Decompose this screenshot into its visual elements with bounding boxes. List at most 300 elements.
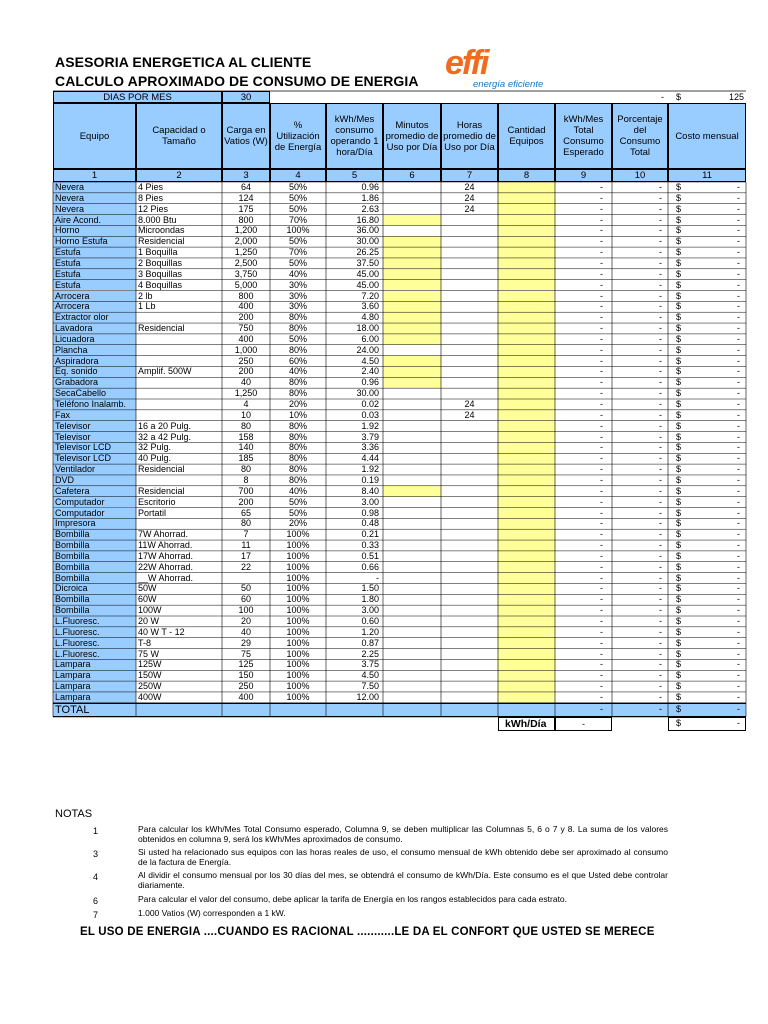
col-number-4: 4	[270, 169, 326, 182]
quantity-input[interactable]	[498, 573, 555, 584]
cell-2: 2 Boquillas	[138, 257, 183, 268]
cell-6[interactable]	[383, 247, 441, 258]
quantity-input[interactable]	[498, 486, 555, 497]
quantity-input[interactable]	[498, 399, 555, 410]
percent-cell: -	[659, 670, 662, 681]
quantity-input[interactable]	[498, 605, 555, 616]
cell-7[interactable]	[441, 323, 498, 334]
currency-symbol: $	[676, 507, 682, 518]
cell-2: 32 a 42 Pulg.	[138, 431, 192, 442]
cell-6[interactable]	[383, 497, 441, 508]
kwh-total-cell: -	[600, 659, 603, 670]
quantity-input[interactable]	[498, 258, 555, 269]
cell-2	[136, 356, 222, 367]
quantity-input[interactable]	[498, 410, 555, 421]
cell-7[interactable]	[441, 258, 498, 269]
quantity-input[interactable]	[498, 345, 555, 356]
quantity-input[interactable]	[498, 442, 555, 453]
currency-symbol: $	[676, 323, 682, 334]
cell-3: 60	[240, 594, 251, 605]
currency-symbol: $	[676, 691, 682, 702]
cell-6[interactable]	[383, 442, 441, 453]
cell-2: T-8	[138, 637, 152, 648]
dias-value[interactable]: 30	[222, 91, 270, 103]
cell-3: 11	[241, 540, 251, 551]
cell-1: L.Fluoresc.	[53, 638, 136, 649]
total-cell-3	[222, 703, 270, 717]
cell-5: -	[376, 572, 379, 583]
cell-1: Horno	[53, 225, 136, 236]
quantity-input[interactable]	[498, 204, 555, 215]
total-cost: -	[737, 703, 740, 714]
currency-symbol: $	[676, 355, 682, 366]
cell-3: 400	[238, 691, 254, 702]
cell-7[interactable]	[441, 421, 498, 432]
cell-7[interactable]	[441, 291, 498, 302]
cell-6[interactable]	[383, 529, 441, 540]
currency-symbol: $	[676, 366, 682, 377]
note-number: 7	[92, 910, 98, 920]
cost-cell: -	[737, 681, 740, 692]
currency-symbol: $	[676, 388, 682, 399]
cell-3: 400	[238, 301, 254, 312]
cost-cell: -	[737, 333, 740, 344]
percent-cell: -	[659, 388, 662, 399]
cell-1: Horno Estufa	[53, 236, 136, 247]
cell-4: 80%	[288, 323, 307, 334]
cell-6[interactable]	[383, 421, 441, 432]
cell-4: 40%	[288, 485, 307, 496]
quantity-input[interactable]	[498, 681, 555, 692]
cell-7[interactable]	[441, 345, 498, 356]
percent-cell: -	[659, 214, 662, 225]
cell-7[interactable]	[441, 692, 498, 703]
quantity-input[interactable]	[498, 551, 555, 562]
col-number-11: 11	[668, 169, 746, 182]
cell-6[interactable]	[383, 551, 441, 562]
quantity-input[interactable]	[498, 475, 555, 486]
kwh-total-cell: -	[600, 474, 603, 485]
cell-7[interactable]	[441, 236, 498, 247]
cell-4: 50%	[288, 236, 307, 247]
total-cell-6	[383, 703, 441, 717]
cell-6[interactable]	[383, 182, 441, 193]
cell-6[interactable]	[383, 681, 441, 692]
cell-3: 3,750	[234, 268, 258, 279]
cell-6[interactable]	[383, 638, 441, 649]
quantity-input[interactable]	[498, 659, 555, 670]
cell-3: 100	[238, 605, 254, 616]
currency-symbol: $	[676, 420, 682, 431]
cell-6[interactable]	[383, 388, 441, 399]
cell-6[interactable]	[383, 453, 441, 464]
cell-6[interactable]	[383, 670, 441, 681]
percent-cell: -	[659, 333, 662, 344]
cell-4: 100%	[286, 681, 310, 692]
currency-symbol: $	[676, 626, 682, 637]
cell-6[interactable]	[383, 301, 441, 312]
cell-5: 4.44	[361, 453, 379, 464]
total-percent: -	[659, 703, 662, 714]
cell-6[interactable]	[383, 475, 441, 486]
kwh-total-cell: -	[600, 626, 603, 637]
quantity-input[interactable]	[498, 182, 555, 193]
quantity-input[interactable]	[498, 269, 555, 280]
cell-7[interactable]: 24	[464, 203, 475, 214]
cell-4: 100%	[286, 648, 310, 659]
cell-3: 40	[240, 626, 251, 637]
cell-7[interactable]	[441, 366, 498, 377]
quantity-input[interactable]	[498, 421, 555, 432]
cell-3: 29	[240, 637, 251, 648]
cell-6[interactable]	[383, 486, 441, 497]
cell-5: 45.00	[356, 279, 379, 290]
cell-7[interactable]	[441, 486, 498, 497]
quantity-input[interactable]	[498, 670, 555, 681]
cell-7[interactable]	[441, 605, 498, 616]
cell-6[interactable]	[383, 258, 441, 269]
cell-6[interactable]	[383, 518, 441, 529]
cell-5: 0.98	[361, 507, 379, 518]
note-number: 3	[92, 849, 98, 859]
cell-7[interactable]	[441, 540, 498, 551]
cell-1: Extractor olor	[53, 312, 136, 323]
cost-cell: -	[737, 637, 740, 648]
cost-cell: -	[737, 594, 740, 605]
kwh-total-cell: -	[600, 344, 603, 355]
cell-7[interactable]	[441, 497, 498, 508]
cell-4: 70%	[288, 247, 307, 258]
cell-4: 100%	[286, 540, 310, 551]
cost-cell: -	[737, 431, 740, 442]
cell-1: L.Fluoresc.	[53, 627, 136, 638]
quantity-input[interactable]	[498, 432, 555, 443]
cell-7[interactable]	[441, 529, 498, 540]
cell-3: 150	[238, 670, 254, 681]
kwh-total-cell: -	[600, 540, 603, 551]
cell-6[interactable]	[383, 410, 441, 421]
cell-7[interactable]	[441, 269, 498, 280]
cell-7[interactable]	[441, 594, 498, 605]
cell-6[interactable]	[383, 464, 441, 475]
kwh-total-cell: -	[600, 431, 603, 442]
cell-4: 80%	[288, 312, 307, 323]
cell-6[interactable]	[383, 399, 441, 410]
cell-2	[136, 399, 222, 410]
quantity-input[interactable]	[498, 627, 555, 638]
cell-7[interactable]	[441, 638, 498, 649]
cell-7[interactable]: 24	[464, 192, 475, 203]
col-number-7: 7	[441, 169, 498, 182]
cell-5: 7.50	[361, 681, 379, 692]
top-currency: $	[676, 92, 682, 102]
cell-2: Escritorio	[138, 496, 176, 507]
top-amount: 125	[728, 92, 744, 102]
cost-cell: -	[737, 507, 740, 518]
quantity-input[interactable]	[498, 594, 555, 605]
cell-2: 400W	[138, 691, 162, 702]
cell-7[interactable]	[441, 583, 498, 594]
cell-7[interactable]	[441, 518, 498, 529]
cost-cell: -	[737, 192, 740, 203]
col-number-10: 10	[612, 169, 668, 182]
kwh-total-cell: -	[600, 442, 603, 453]
cell-6[interactable]	[383, 280, 441, 291]
cell-6[interactable]	[383, 540, 441, 551]
cell-6[interactable]	[383, 236, 441, 247]
cell-5: 2.40	[361, 366, 379, 377]
cell-2: 1 Lb	[138, 301, 156, 312]
currency-symbol: $	[676, 616, 682, 626]
percent-cell: -	[659, 420, 662, 431]
cell-7[interactable]	[441, 670, 498, 681]
cell-7[interactable]	[441, 334, 498, 345]
cell-6[interactable]	[383, 193, 441, 204]
cell-1: Bombilla	[53, 551, 136, 562]
cost-cell: -	[737, 257, 740, 268]
quantity-input[interactable]	[498, 388, 555, 399]
cell-4: 100%	[286, 637, 310, 648]
cost-cell: -	[737, 648, 740, 659]
cell-7[interactable]	[441, 280, 498, 291]
cell-1: Lampara	[53, 659, 136, 670]
total-cell-8	[498, 703, 555, 717]
cost-cell: -	[737, 561, 740, 572]
cell-6[interactable]	[383, 215, 441, 226]
cell-5: 1.92	[361, 464, 379, 475]
cell-4: 20%	[288, 518, 307, 529]
quantity-input[interactable]	[498, 540, 555, 551]
cell-3: 40	[240, 377, 251, 388]
cost-cell: -	[737, 247, 740, 258]
cell-7[interactable]	[441, 616, 498, 627]
cell-7[interactable]	[441, 464, 498, 475]
cell-6[interactable]	[383, 562, 441, 573]
kwh-total-cell: -	[600, 290, 603, 301]
quantity-input[interactable]	[498, 453, 555, 464]
quantity-input[interactable]	[498, 497, 555, 508]
cell-3: 200	[238, 496, 254, 507]
currency-symbol: $	[676, 279, 682, 290]
currency-symbol: $	[676, 399, 682, 409]
quantity-input[interactable]	[498, 193, 555, 204]
quantity-input[interactable]	[498, 562, 555, 573]
currency-symbol: $	[676, 496, 682, 507]
cell-4: 50%	[288, 182, 307, 192]
cell-3: 8	[243, 474, 249, 485]
cell-5: 12.00	[356, 691, 379, 702]
cell-3: 800	[238, 290, 254, 301]
title-line-2: CALCULO APROXIMADO DE CONSUMO DE ENERGIA	[55, 73, 419, 89]
cell-7[interactable]	[441, 432, 498, 443]
cell-6[interactable]	[383, 334, 441, 345]
cell-6[interactable]	[383, 291, 441, 302]
cost-cell: -	[737, 442, 740, 453]
cell-7[interactable]	[441, 659, 498, 670]
cost-cell: -	[737, 496, 740, 507]
col-number-1: 1	[53, 169, 136, 182]
col-number-2: 2	[136, 169, 222, 182]
cell-3: 80	[240, 420, 251, 431]
cell-1: Nevera	[53, 182, 136, 193]
cell-1: Dicroica	[53, 583, 136, 594]
cell-7[interactable]	[441, 312, 498, 323]
cell-7[interactable]: 24	[464, 409, 475, 420]
col-header-11: Costo mensual	[668, 103, 746, 169]
cell-7[interactable]: 24	[464, 399, 475, 409]
cell-7[interactable]	[441, 681, 498, 692]
cell-3: 200	[238, 366, 254, 377]
cell-5: 2.63	[361, 203, 379, 214]
currency-symbol: $	[676, 225, 682, 236]
cost-cell: -	[737, 670, 740, 681]
cell-7[interactable]	[441, 301, 498, 312]
cell-5: 6.00	[361, 333, 379, 344]
quantity-input[interactable]	[498, 518, 555, 529]
percent-cell: -	[659, 540, 662, 551]
quantity-input[interactable]	[498, 215, 555, 226]
currency-symbol: $	[676, 247, 682, 258]
quantity-input[interactable]	[498, 649, 555, 660]
quantity-input[interactable]	[498, 616, 555, 627]
cell-7[interactable]	[441, 442, 498, 453]
quantity-input[interactable]	[498, 377, 555, 388]
quantity-input[interactable]	[498, 583, 555, 594]
quantity-input[interactable]	[498, 334, 555, 345]
cell-7[interactable]	[441, 225, 498, 236]
quantity-input[interactable]	[498, 247, 555, 258]
cell-3: 64	[240, 182, 251, 192]
cell-6[interactable]	[383, 366, 441, 377]
cell-6[interactable]	[383, 692, 441, 703]
quantity-input[interactable]	[498, 312, 555, 323]
cell-5: 0.33	[361, 540, 379, 551]
percent-cell: -	[659, 182, 662, 192]
cell-6[interactable]	[383, 659, 441, 670]
cost-cell: -	[737, 399, 740, 409]
currency-symbol: $	[676, 648, 682, 659]
cell-6[interactable]	[383, 616, 441, 627]
quantity-input[interactable]	[498, 356, 555, 367]
currency-symbol: $	[676, 464, 682, 475]
cost-cell: -	[737, 279, 740, 290]
quantity-input[interactable]	[498, 638, 555, 649]
quantity-input[interactable]	[498, 236, 555, 247]
cell-7[interactable]	[441, 356, 498, 367]
currency-symbol: $	[676, 377, 682, 388]
cell-7[interactable]	[441, 562, 498, 573]
cell-7[interactable]	[441, 551, 498, 562]
quantity-input[interactable]	[498, 692, 555, 703]
note-number: 4	[92, 872, 98, 882]
cell-4: 100%	[286, 550, 310, 561]
currency-symbol: $	[676, 561, 682, 572]
quantity-input[interactable]	[498, 366, 555, 377]
cell-6[interactable]	[383, 627, 441, 638]
cell-6[interactable]	[383, 269, 441, 280]
cell-7[interactable]	[441, 453, 498, 464]
quantity-input[interactable]	[498, 225, 555, 236]
cell-7[interactable]: 24	[464, 182, 475, 192]
cell-6[interactable]	[383, 312, 441, 323]
kwh-total-cell: -	[600, 594, 603, 605]
currency-symbol: $	[676, 312, 682, 323]
quantity-input[interactable]	[498, 291, 555, 302]
note-text: Para calcular los kWh/Mes Total Consumo esperado, Columna 9, se deben multiplicar las Columnas 5, 6 o 7 y 8. La suma de los valores obtenidos en columna 9, será los kWh/Mes aproximados de consumo.	[138, 824, 668, 844]
top-dash: -	[661, 92, 664, 102]
cell-2: 40 Pulg.	[138, 453, 172, 464]
currency-symbol: $	[676, 529, 682, 540]
quantity-input[interactable]	[498, 280, 555, 291]
cell-7[interactable]	[441, 508, 498, 519]
cell-6[interactable]	[383, 649, 441, 660]
cell-2: __W Ahorrad.	[138, 572, 194, 583]
cell-6[interactable]	[383, 356, 441, 367]
cell-6[interactable]	[383, 605, 441, 616]
col-header-5: kWh/Mes consumo operando 1 hora/Día	[326, 103, 383, 169]
cell-4: 80%	[288, 344, 307, 355]
currency-symbol: $	[676, 474, 682, 485]
cell-1: Computador	[53, 508, 136, 519]
currency-symbol: $	[676, 203, 682, 214]
cell-7[interactable]	[441, 215, 498, 226]
cell-6[interactable]	[383, 573, 441, 584]
cell-7[interactable]	[441, 627, 498, 638]
percent-cell: -	[659, 355, 662, 366]
percent-cell: -	[659, 247, 662, 258]
cell-1: Lampara	[53, 670, 136, 681]
cell-7[interactable]	[441, 247, 498, 258]
cell-6[interactable]	[383, 432, 441, 443]
note-text: Para calcular el valor del consumo, debe aplicar la tarifa de Energía en los rangos establecidos para cada estrato.	[138, 894, 568, 904]
quantity-input[interactable]	[498, 464, 555, 475]
cell-7[interactable]	[441, 377, 498, 388]
cell-5: 2.25	[361, 648, 379, 659]
cell-6[interactable]	[383, 583, 441, 594]
quantity-input[interactable]	[498, 323, 555, 334]
cell-1: Televisor LCD	[53, 453, 136, 464]
currency-symbol: $	[676, 236, 682, 247]
cell-6[interactable]	[383, 508, 441, 519]
cell-3: 1,250	[234, 388, 258, 399]
cell-6[interactable]	[383, 377, 441, 388]
cell-2: 3 Boquillas	[138, 268, 183, 279]
cell-6[interactable]	[383, 323, 441, 334]
cell-7[interactable]	[441, 388, 498, 399]
cell-6[interactable]	[383, 594, 441, 605]
cell-7[interactable]	[441, 475, 498, 486]
kwh-total-cell: -	[600, 605, 603, 616]
cell-2: 100W	[138, 605, 162, 616]
cell-6[interactable]	[383, 225, 441, 236]
cell-6[interactable]	[383, 204, 441, 215]
percent-cell: -	[659, 225, 662, 236]
kwh-total-cell: -	[600, 366, 603, 377]
cost-cell: -	[737, 550, 740, 561]
kwh-dia-label: kWh/Día	[498, 717, 555, 731]
quantity-input[interactable]	[498, 301, 555, 312]
quantity-input[interactable]	[498, 529, 555, 540]
cell-7[interactable]	[441, 649, 498, 660]
cell-6[interactable]	[383, 345, 441, 356]
cell-1: Nevera	[53, 193, 136, 204]
notas-label: NOTAS	[55, 808, 93, 820]
quantity-input[interactable]	[498, 508, 555, 519]
cell-3: 175	[238, 203, 254, 214]
cell-7[interactable]	[441, 573, 498, 584]
cost-cell: -	[737, 182, 740, 192]
cell-5: 24.00	[356, 344, 379, 355]
